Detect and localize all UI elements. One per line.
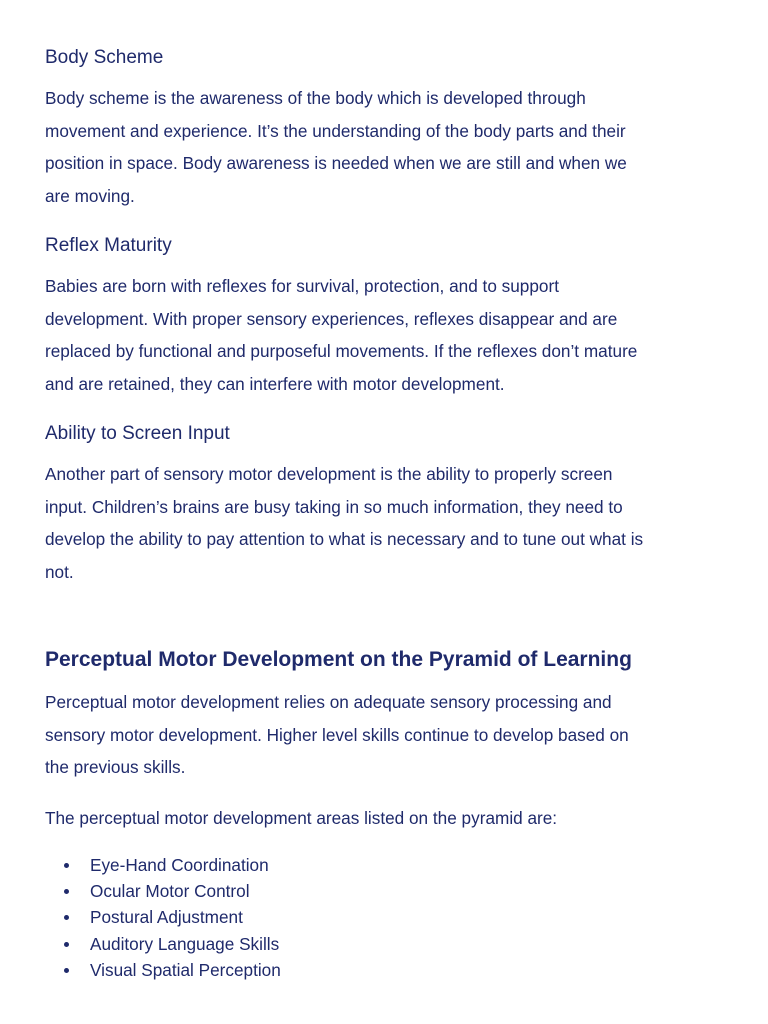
paragraph-line: development. With proper sensory experiences, reflexes disappear and are [45,308,618,329]
paragraph-line: not. [45,561,74,582]
paragraph-line: input. Children’s brains are busy taking in so much information, they need to [45,496,623,517]
list-item [45,878,281,904]
paragraph-line: Another part of sensory motor development is the ability to properly screen [45,464,613,484]
paragraph-reflex-maturity [45,270,735,400]
list-item [45,957,281,983]
bullet-icon [64,863,69,868]
paragraph-line: and are retained, they can interfere with motor development. [45,373,505,394]
list-item [45,931,281,957]
bullet-icon [64,915,69,920]
paragraph-line: the previous skills. [45,757,186,777]
paragraph-line: Perceptual motor development relies on adequate sensory processing and [45,692,612,712]
bullet-icon [64,942,69,947]
paragraph-perceptual-motor [45,686,735,784]
heading-reflex-maturity: Reflex Maturity [45,235,172,256]
heading-perceptual-motor: Perceptual Motor Development on the Pyramid of Learning [45,648,632,671]
paragraph-list-intro [45,802,735,835]
heading-screen-input: Ability to Screen Input [45,423,230,444]
list-item-label: Visual Spatial Perception [90,959,281,980]
perceptual-areas-list [45,852,281,983]
paragraph-line: are moving. [45,185,135,206]
list-item-label: Eye-Hand Coordination [90,855,269,875]
list-item-label: Postural Adjustment [90,907,243,928]
paragraph-line: The perceptual motor development areas listed on the pyramid are: [45,808,558,828]
heading-body-scheme: Body Scheme [45,47,164,68]
bullet-icon [64,889,69,894]
list-item-label: Auditory Language Skills [90,933,280,954]
paragraph-body-scheme [45,82,735,212]
bullet-icon [64,968,69,973]
paragraph-line: Babies are born with reflexes for survival, protection, and to support [45,276,559,296]
paragraph-line: develop the ability to pay attention to what is necessary and to tune out what is [45,529,644,549]
list-item-label: Ocular Motor Control [90,881,250,902]
list-item [45,852,281,878]
paragraph-line: movement and experience. It’s the understanding of the body parts and their [45,120,626,141]
list-item [45,904,281,930]
paragraph-screen-input [45,458,735,588]
paragraph-line: sensory motor development. Higher level skills continue to develop based on [45,724,629,745]
paragraph-line: position in space. Body awareness is needed when we are still and when we [45,153,627,173]
paragraph-line: replaced by functional and purposeful movements. If the reflexes don’t mature [45,341,638,361]
paragraph-line: Body scheme is the awareness of the body which is developed through [45,88,586,108]
